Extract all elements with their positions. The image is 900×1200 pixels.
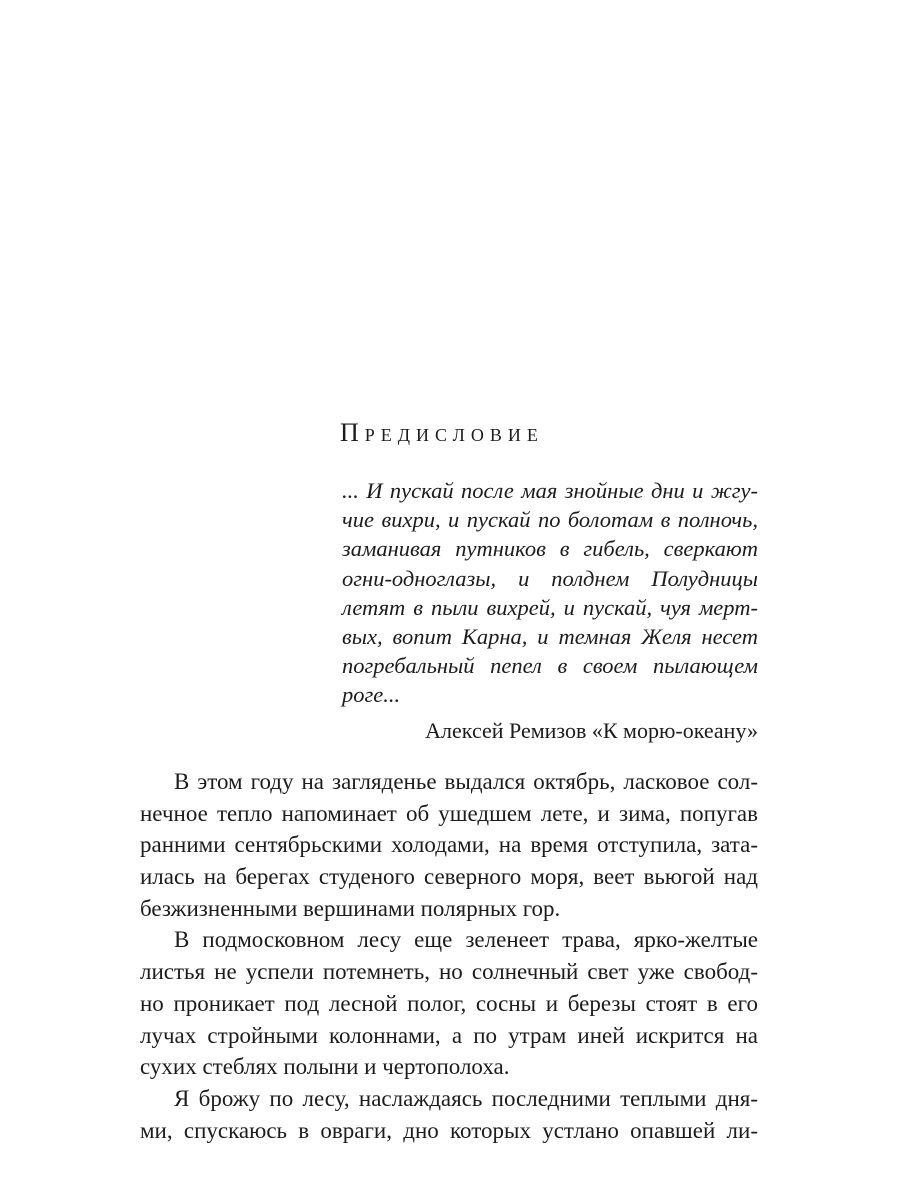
paragraph-2-line: сухих стеблях полыни и чертополоха. xyxy=(140,1054,510,1080)
epigraph-line: огни-одноглазы, и полднем Полудницы xyxy=(342,565,758,591)
page-title: Предисловие xyxy=(340,418,544,447)
paragraph-1-line: безжизненными вершинами полярных гор. xyxy=(140,895,561,921)
body-text xyxy=(140,766,758,1146)
epigraph-line: погребальный пепел в своем пылающем xyxy=(342,653,758,679)
paragraph-3-line: ми, спускаюсь в овраги, дно которых устлано опавшей ли- xyxy=(140,1117,758,1143)
paragraph-1-line: илась на берегах студеного северного моря, веет вьюгой над xyxy=(140,864,758,890)
epigraph-line: ... И пускай после мая знойные дни и жгу- xyxy=(342,478,758,503)
paragraph-1-line: нечное тепло напоминает об ушедшем лете, и зима, попугав xyxy=(140,800,758,826)
epigraph-line: роге... xyxy=(342,682,401,708)
epigraph-line: летят в пыли вихрей, и пускай, чуя мерт- xyxy=(342,594,758,620)
epigraph-attribution: Алексей Ремизов «К морю-океану» xyxy=(425,717,758,743)
paragraph-1-line: ранними сентябрьскими холодами, на время отступила, зата- xyxy=(140,832,758,858)
epigraph-line: чие вихри, и пускай по болотам в полночь, xyxy=(342,507,758,533)
paragraph-2-line: но проникает под лесной полог, сосны и березы стоят в его xyxy=(140,990,758,1016)
paragraph-2-line: В подмосковном лесу еще зеленеет трава, ярко-желтые xyxy=(174,927,758,953)
paragraph-2-line: листья не успели потемнеть, но солнечный свет уже свобод- xyxy=(140,959,758,985)
epigraph xyxy=(342,476,758,745)
paragraph-3-line: Я брожу по лесу, наслаждаясь последними теплыми дня- xyxy=(174,1085,758,1111)
epigraph-line: заманивая путников в гибель, сверкают xyxy=(342,536,758,562)
epigraph-line: вых, вопит Карна, и темная Желя несет xyxy=(342,623,758,649)
paragraph-1-line: В этом году на загляденье выдался октябрь, ласковое сол- xyxy=(174,769,758,794)
paragraph-2-line: лучах стройными колоннами, а по утрам иней искрится на xyxy=(140,1022,758,1048)
